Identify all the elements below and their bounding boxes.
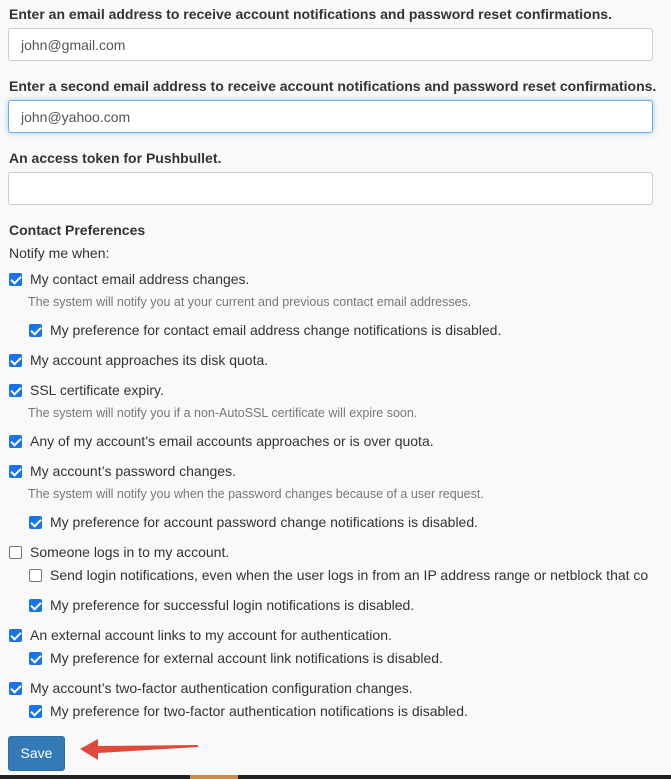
pref-two-factor-disabled[interactable] bbox=[29, 703, 468, 719]
pref-disk-quota[interactable] bbox=[9, 352, 268, 368]
pref-login[interactable] bbox=[9, 544, 229, 560]
notify-me-label: Notify me when: bbox=[9, 245, 110, 261]
email2-input[interactable] bbox=[8, 100, 653, 133]
contact-email-disabled-label: My preference for contact email address change notifications is disabled. bbox=[50, 322, 502, 338]
password-changes-checkbox[interactable] bbox=[9, 465, 22, 478]
disk-quota-label: My account approaches its disk quota. bbox=[30, 352, 269, 368]
pref-two-factor[interactable] bbox=[9, 680, 413, 696]
contact-preferences-heading: Contact Preferences bbox=[9, 222, 146, 238]
email-quota-checkbox[interactable] bbox=[9, 435, 22, 448]
contact-email-disabled-checkbox[interactable] bbox=[29, 324, 42, 337]
contact-email-hint: The system will notify you at your current and previous contact email addresses. bbox=[28, 295, 472, 309]
password-changes-hint: The system will notify you when the password changes because of a user request. bbox=[28, 487, 484, 501]
disk-quota-checkbox[interactable] bbox=[9, 354, 22, 367]
email2-label: Enter a second email address to receive account notifications and password reset confirmations. bbox=[9, 78, 657, 94]
pref-password-disabled[interactable] bbox=[29, 514, 478, 530]
pref-external-account[interactable] bbox=[9, 627, 392, 643]
external-disabled-checkbox[interactable] bbox=[29, 652, 42, 665]
pushbullet-input[interactable] bbox=[8, 172, 653, 205]
login-disabled-label: My preference for successful login notifications is disabled. bbox=[50, 597, 415, 613]
pref-contact-email-disabled[interactable] bbox=[29, 322, 501, 338]
login-disabled-checkbox[interactable] bbox=[29, 599, 42, 612]
login-ip-range-label: Send login notifications, even when the user logs in from an IP address range or netblock that co bbox=[50, 567, 649, 583]
pref-contact-email-changes[interactable] bbox=[9, 271, 249, 287]
external-account-checkbox[interactable] bbox=[9, 629, 22, 642]
pushbullet-label: An access token for Pushbullet. bbox=[9, 150, 222, 166]
ssl-expiry-label: SSL certificate expiry. bbox=[30, 382, 164, 398]
login-ip-range-checkbox[interactable] bbox=[29, 569, 42, 582]
email1-label: Enter an email address to receive account notifications and password reset confirmations. bbox=[9, 6, 612, 22]
save-button[interactable]: Save bbox=[8, 736, 65, 771]
contact-email-changes-label: My contact email address changes. bbox=[30, 271, 250, 287]
bottom-bar bbox=[0, 775, 671, 779]
ssl-expiry-checkbox[interactable] bbox=[9, 384, 22, 397]
email1-input[interactable] bbox=[8, 28, 653, 61]
contact-email-changes-checkbox[interactable] bbox=[9, 273, 22, 286]
pref-login-ip-range[interactable] bbox=[29, 567, 648, 583]
login-checkbox[interactable] bbox=[9, 546, 22, 559]
two-factor-checkbox[interactable] bbox=[9, 682, 22, 695]
external-account-label: An external account links to my account for authentication. bbox=[30, 627, 392, 643]
pref-email-quota[interactable] bbox=[9, 433, 434, 449]
two-factor-disabled-checkbox[interactable] bbox=[29, 705, 42, 718]
password-disabled-checkbox[interactable] bbox=[29, 516, 42, 529]
two-factor-label: My account’s two-factor authentication configuration changes. bbox=[30, 680, 413, 696]
pref-login-disabled[interactable] bbox=[29, 597, 414, 613]
pref-ssl-expiry[interactable] bbox=[9, 382, 164, 398]
two-factor-disabled-label: My preference for two-factor authentication notifications is disabled. bbox=[50, 703, 468, 719]
annotation-arrow-icon bbox=[78, 735, 200, 765]
password-changes-label: My account’s password changes. bbox=[30, 463, 236, 479]
pref-external-disabled[interactable] bbox=[29, 650, 443, 666]
pref-password-changes[interactable] bbox=[9, 463, 236, 479]
email-quota-label: Any of my account’s email accounts approaches or is over quota. bbox=[30, 433, 434, 449]
external-disabled-label: My preference for external account link notifications is disabled. bbox=[50, 650, 443, 666]
password-disabled-label: My preference for account password change notifications is disabled. bbox=[50, 514, 479, 530]
ssl-expiry-hint: The system will notify you if a non-AutoSSL certificate will expire soon. bbox=[28, 406, 418, 420]
login-label: Someone logs in to my account. bbox=[30, 544, 230, 560]
